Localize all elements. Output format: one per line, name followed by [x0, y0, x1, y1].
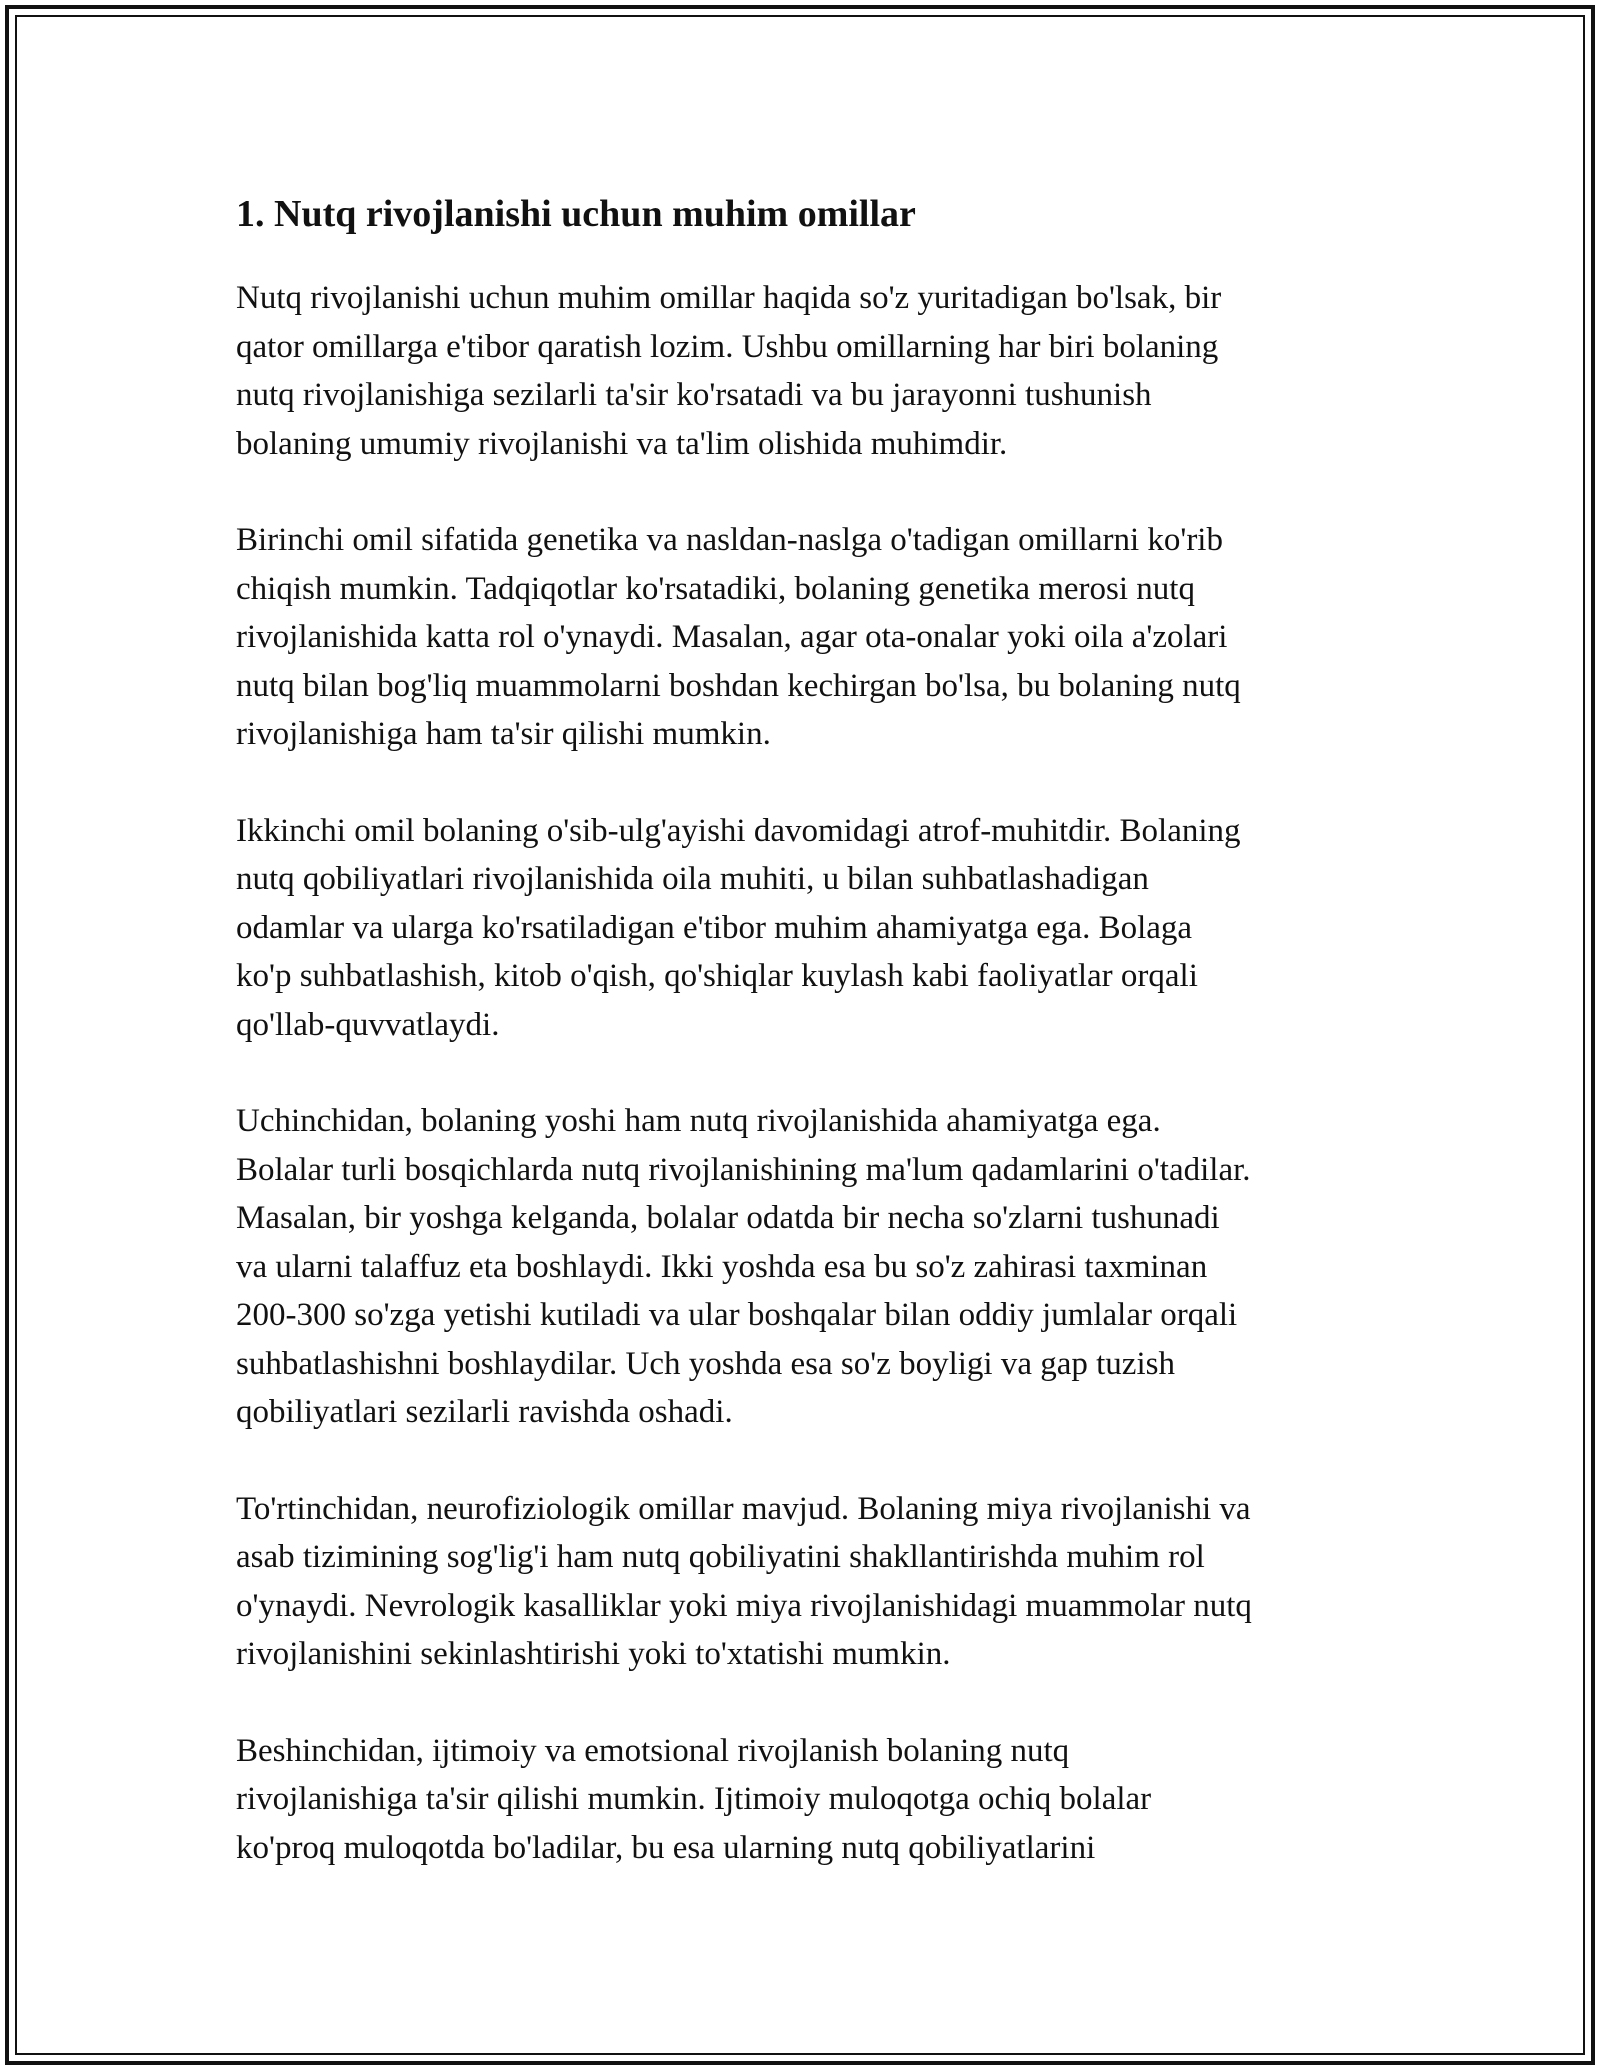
text-line: nutq rivojlanishiga sezilarli ta'sir ko'rsatadi va bu jarayonni tushunish: [236, 377, 1152, 413]
text-line: rivojlanishiga ta'sir qilishi mumkin. Ijtimoiy muloqotga ochiq bolalar: [236, 1781, 1152, 1817]
text-line: Beshinchidan, ijtimoiy va emotsional rivojlanish bolaning nutq: [236, 1732, 1070, 1769]
text-line: Nutq rivojlanishi uchun muhim omillar haqida so'z yuritadigan bo'lsak, bir: [236, 280, 1222, 316]
text-line: suhbatlashishni boshlaydilar. Uch yoshda esa so'z boyligi va gap tuzish: [236, 1345, 1175, 1382]
text-line: rivojlanishini sekinlashtirishi yoki to'xtatishi mumkin.: [236, 1636, 951, 1672]
paragraph-genetics: [236, 516, 1376, 759]
text-line: va ularni talaffuz eta boshlaydi. Ikki yoshda esa bu so'z zahirasi taxminan: [236, 1248, 1208, 1285]
text-line: chiqish mumkin. Tadqiqotlar ko'rsatadiki, bolaning genetika merosi nutq: [236, 570, 1195, 607]
text-line: 200-300 so'zga yetishi kutiladi va ular boshqalar bilan oddiy jumlalar orqali: [236, 1297, 1238, 1333]
paragraph-neurophysiology: [236, 1485, 1376, 1679]
text-line: qobiliyatlari sezilarli ravishda oshadi.: [236, 1394, 733, 1430]
text-line: To'rtinchidan, neurofiziologik omillar mavjud. Bolaning miya rivojlanishi va: [236, 1490, 1251, 1527]
text-line: ko'proq muloqotda bo'ladilar, bu esa ularning nutq qobiliyatlarini: [236, 1829, 1096, 1866]
text-line: ko'p suhbatlashish, kitob o'qish, qo'shiqlar kuylash kabi faoliyatlar orqali: [236, 958, 1198, 994]
text-line: Uchinchidan, bolaning yoshi ham nutq rivojlanishida ahamiyatga ega.: [236, 1103, 1161, 1139]
text-line: rivojlanishiga ham ta'sir qilishi mumkin.: [236, 716, 771, 752]
text-line: rivojlanishida katta rol o'ynaydi. Masalan, agar ota-onalar yoki oila a'zolari: [236, 619, 1228, 655]
text-line: o'ynaydi. Nevrologik kasalliklar yoki miya rivojlanishidagi muammolar nutq: [236, 1587, 1252, 1624]
text-line: bolaning umumiy rivojlanishi va ta'lim olishida muhimdir.: [236, 425, 1008, 462]
paragraph-social-emotional: [236, 1727, 1376, 1873]
text-line: nutq qobiliyatlari rivojlanishida oila muhiti, u bilan suhbatlashadigan: [236, 861, 1149, 897]
text-line: qator omillarga e'tibor qaratish lozim. Ushbu omillarning har biri bolaning: [236, 328, 1219, 365]
text-line: Bolalar turli bosqichlarda nutq rivojlanishining ma'lum qadamlarini o'tadilar.: [236, 1151, 1251, 1188]
text-line: odamlar va ularga ko'rsatiladigan e'tibor muhim ahamiyatga ega. Bolaga: [236, 909, 1193, 946]
text-line: nutq bilan bog'liq muammolarni boshdan kechirgan bo'lsa, bu bolaning nutq: [236, 667, 1241, 704]
text-line: asab tizimining sog'lig'i ham nutq qobiliyatini shakllantirishda muhim rol: [236, 1539, 1205, 1575]
paragraph-environment: [236, 807, 1376, 1050]
paragraph-intro: [236, 274, 1376, 468]
paragraph-age: [236, 1097, 1376, 1437]
text-line: Masalan, bir yoshga kelganda, bolalar odatda bir necha so'zlarni tushunadi: [236, 1200, 1220, 1236]
text-line: Birinchi omil sifatida genetika va nasldan-naslga o'tadigan omillarni ko'rib: [236, 522, 1223, 558]
document-body: [236, 184, 1376, 1920]
section-heading: 1. Nutq rivojlanishi uchun muhim omillar: [236, 193, 916, 235]
text-line: Ikkinchi omil bolaning o'sib-ulg'ayishi davomidagi atrof-muhitdir. Bolaning: [236, 812, 1241, 849]
text-line: qo'llab-quvvatlaydi.: [236, 1006, 500, 1043]
